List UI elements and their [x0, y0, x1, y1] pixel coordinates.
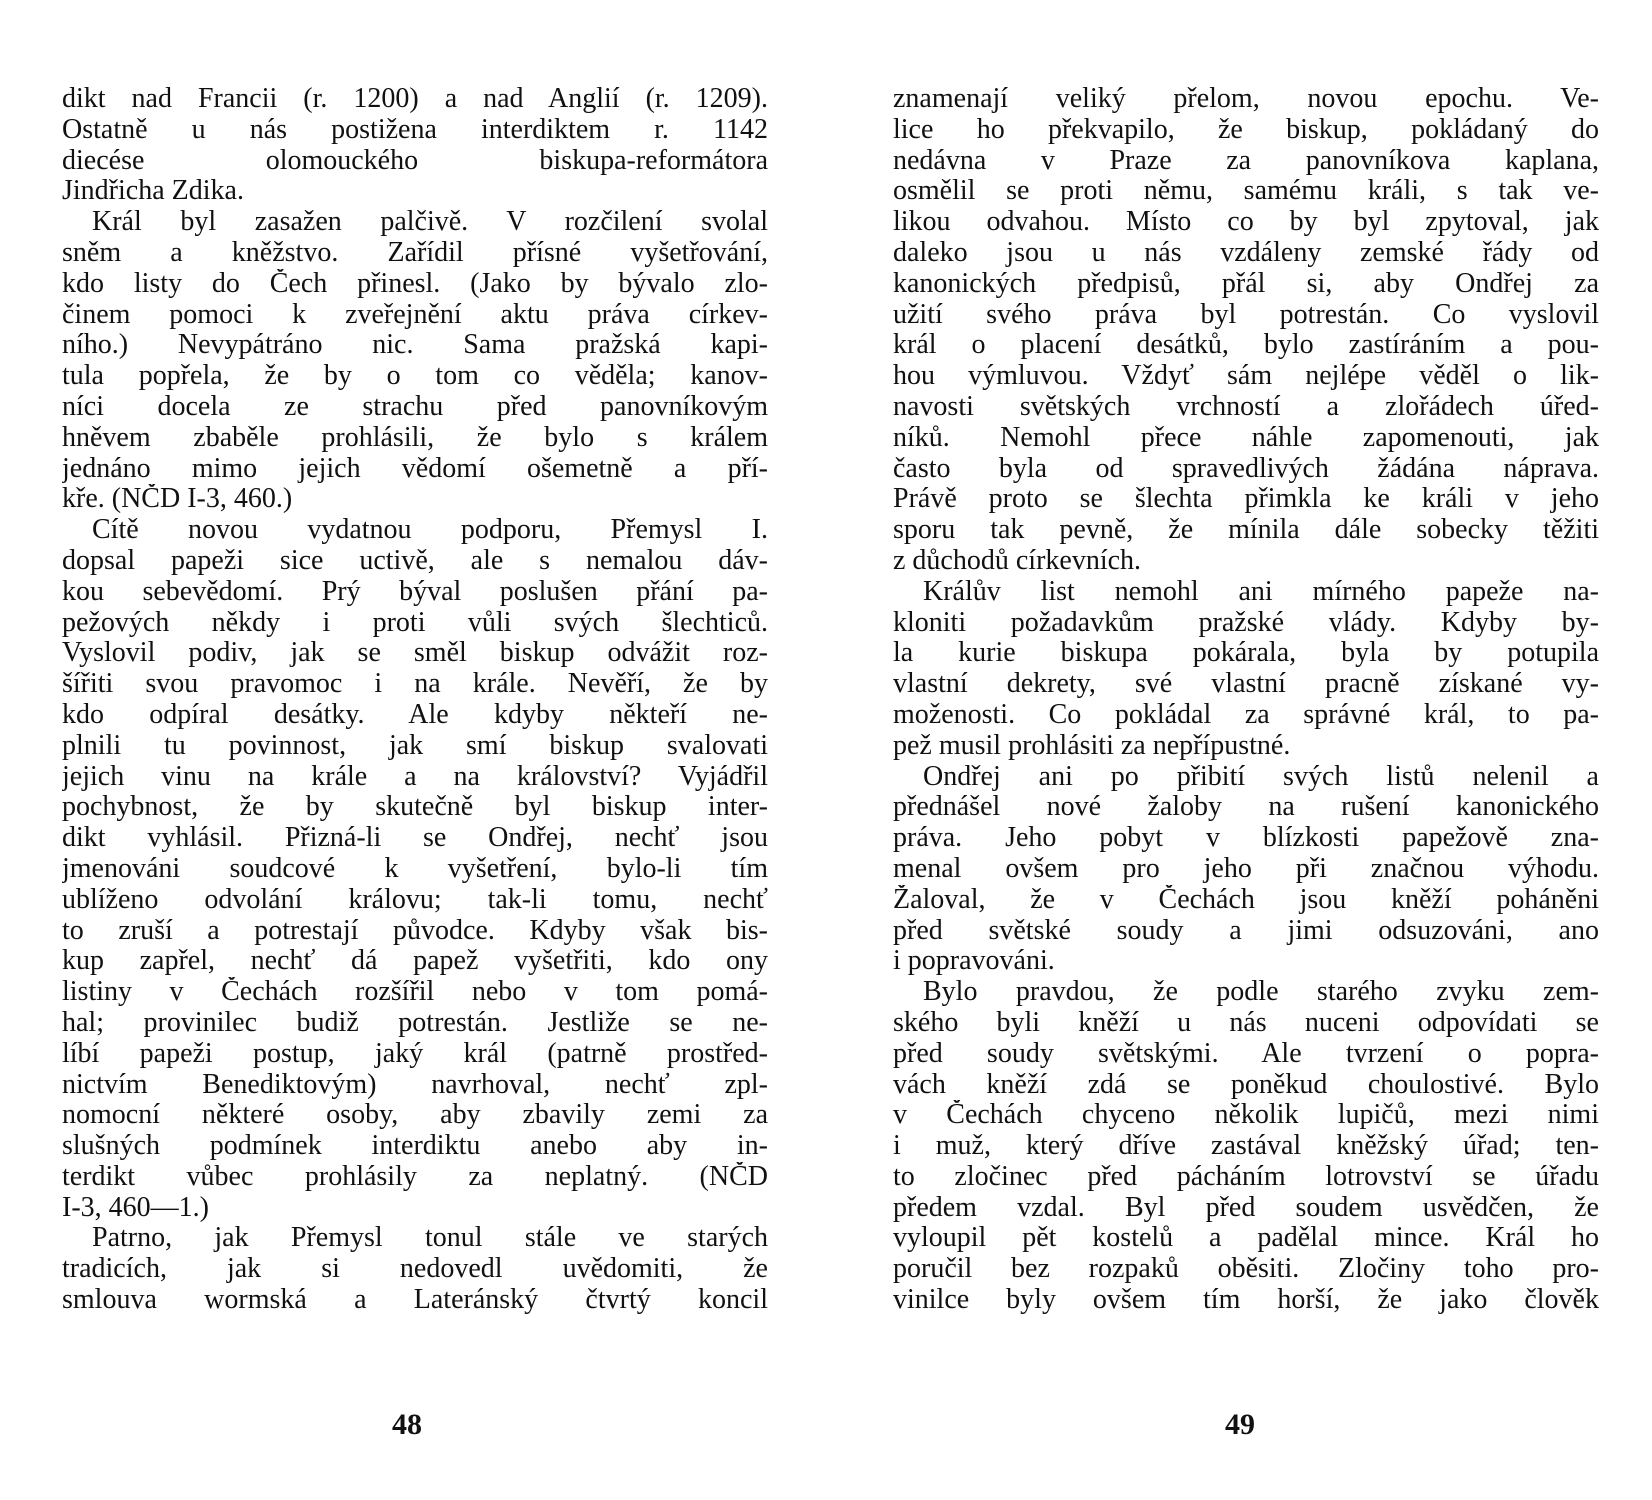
text-line: hal; provinilec budiž potrestán. Jestliže se ne- — [62, 1007, 768, 1038]
text-line: užití svého práva byl potrestán. Co vyslovil — [893, 299, 1599, 330]
text-line: pežových někdy i proti vůli svých šlechticů. — [62, 607, 768, 638]
text-line: Jindřicha Zdika. — [62, 176, 244, 207]
text-line: kdo odpíral desátky. Ale kdyby někteří ne- — [62, 699, 768, 730]
text-line: Král byl zasažen palčivě. V rozčilení svolal — [92, 207, 768, 238]
text-line: nomocní některé osoby, aby zbavily zemi za — [62, 1100, 768, 1131]
text-line: vlastní dekrety, své vlastní pracně získané vy- — [893, 669, 1599, 700]
text-line: jednáno mimo jejich vědomí ošemetně a pří- — [62, 453, 768, 484]
text-line: Žaloval, že v Čechách jsou kněží poháněni — [893, 884, 1599, 915]
text-line: Právě proto se šlechta přimkla ke králi v jeho — [893, 484, 1599, 515]
text-line: Cítě novou vydatnou podporu, Přemysl I. — [92, 515, 768, 546]
text-line: tula popřela, že by o tom co věděla; kanov- — [62, 361, 768, 392]
right-page-text — [893, 84, 1599, 1316]
text-line: likou odvahou. Místo co by byl zpytoval, jak — [893, 207, 1599, 238]
text-line: kup zapřel, nechť dá papež vyšetřiti, kdo ony — [62, 946, 768, 977]
text-line: i popravováni. — [893, 946, 1055, 977]
text-line: dikt nad Francii (r. 1200) a nad Anglií (r. 1209). — [62, 84, 768, 114]
text-line: to zločinec před pácháním lotrovství se úřadu — [893, 1161, 1599, 1192]
text-line: ského byli kněží u nás nuceni odpovídati se — [893, 1007, 1599, 1038]
text-line: často byla od spravedlivých žádána náprava. — [893, 453, 1599, 484]
text-line: hou výmluvou. Vždyť sám nejlépe věděl o lik- — [893, 361, 1599, 392]
text-line: přednášel nové žaloby na rušení kanonického — [893, 792, 1599, 823]
text-line: moženosti. Co pokládal za správné král, to pa- — [893, 699, 1599, 730]
text-line: pochybnost, že by skutečně byl biskup inter- — [62, 792, 768, 823]
text-line: vyloupil pět kostelů a padělal mince. Král ho — [893, 1223, 1599, 1254]
text-line: ublíženo odvolání královu; tak-li tomu, nechť — [62, 884, 768, 915]
text-line: tradicích, jak si nedovedl uvědomiti, že — [62, 1254, 768, 1285]
text-line: diecése olomouckého biskupa-reformátora — [62, 145, 768, 176]
text-line: Ostatně u nás postižena interdiktem r. 1142 — [62, 114, 768, 145]
text-line: vách kněží zdá se poněkud choulostivé. Bylo — [893, 1069, 1599, 1100]
text-line: kře. (NČD I-3, 460.) — [62, 484, 293, 515]
page-number-left: 48 — [392, 1408, 422, 1441]
text-line: la kurie biskupa pokárala, byla by potupila — [893, 638, 1599, 669]
text-line: práva. Jeho pobyt v blízkosti papežově zna- — [893, 823, 1599, 854]
text-line: jejich vinu na krále a na království? Vyjádřil — [62, 761, 768, 792]
text-line: činem pomoci k zveřejnění aktu práva církev- — [62, 299, 768, 330]
text-line: osmělil se proti němu, samému králi, s tak ve- — [893, 176, 1599, 207]
text-line: před soudy světskými. Ale tvrzení o popra- — [893, 1038, 1599, 1069]
text-line: líbí papeži postup, jaký král (patrně prostřed- — [62, 1038, 768, 1069]
text-line: znamenají veliký přelom, novou epochu. Ve- — [893, 84, 1599, 114]
text-line: nictvím Benediktovým) navrhoval, nechť zpl- — [62, 1069, 768, 1100]
text-line: sněm a kněžstvo. Zařídil přísné vyšetřování, — [62, 237, 768, 268]
text-line: Bylo pravdou, že podle starého zvyku zem- — [923, 977, 1599, 1008]
text-line: kou sebevědomí. Prý býval poslušen přání pa- — [62, 576, 768, 607]
text-line: dopsal papeži sice uctivě, ale s nemalou dáv- — [62, 545, 768, 576]
text-line: král o placení desátků, bylo zastíráním a pou- — [893, 330, 1599, 361]
text-line: v Čechách chyceno několik lupičů, mezi nimi — [893, 1100, 1599, 1131]
text-line: z důchodů církevních. — [893, 545, 1142, 576]
text-line: před světské soudy a jimi odsuzováni, ano — [893, 915, 1599, 946]
text-line: kloniti požadavkům pražské vlády. Kdyby by- — [893, 607, 1599, 638]
text-line: šířiti svou pravomoc i na krále. Nevěří, že by — [62, 669, 768, 700]
text-line: plnili tu povinnost, jak smí biskup svalovati — [62, 730, 768, 761]
text-line: pež musil prohlásiti za nepřípustné. — [893, 730, 1291, 761]
text-line: daleko jsou u nás vzdáleny zemské řády od — [893, 237, 1599, 268]
text-line: hněvem zbaběle prohlásili, že bylo s králem — [62, 422, 768, 453]
left-page-text — [62, 84, 768, 1316]
page-number-right: 49 — [1225, 1408, 1255, 1441]
text-line: níci docela ze strachu před panovníkovým — [62, 391, 768, 422]
text-line: Patrno, jak Přemysl tonul stále ve starých — [92, 1223, 768, 1254]
text-line: předem vzdal. Byl před soudem usvědčen, že — [893, 1192, 1599, 1223]
text-line: sporu tak pevně, že mínila dále sobecky těžiti — [893, 515, 1599, 546]
text-line: poručil bez rozpaků oběsiti. Zločiny toho pro- — [893, 1254, 1599, 1285]
text-line: lice ho překvapilo, že biskup, pokládaný do — [893, 114, 1599, 145]
text-line: slušných podmínek interdiktu anebo aby in- — [62, 1131, 768, 1162]
text-line: kanonických předpisů, přál si, aby Ondřej za — [893, 268, 1599, 299]
text-line: níků. Nemohl přece náhle zapomenouti, jak — [893, 422, 1599, 453]
text-line: I-3, 460—1.) — [62, 1192, 209, 1223]
text-line: ního.) Nevypátráno nic. Sama pražská kapi- — [62, 330, 768, 361]
text-line: smlouva wormská a Lateránský čtvrtý koncil — [62, 1285, 768, 1316]
text-line: dikt vyhlásil. Přizná-li se Ondřej, nechť jsou — [62, 823, 768, 854]
text-line: nedávna v Praze za panovníkova kaplana, — [893, 145, 1599, 176]
text-line: vinilce byly ovšem tím horší, že jako člověk — [893, 1285, 1599, 1316]
text-line: navosti světských vrchností a zlořádech úřed- — [893, 391, 1599, 422]
text-line: kdo listy do Čech přinesl. (Jako by bývalo zlo- — [62, 268, 768, 299]
text-line: terdikt vůbec prohlásily za neplatný. (NČD — [62, 1161, 768, 1192]
text-line: jmenováni soudcové k vyšetření, bylo-li tím — [62, 853, 768, 884]
text-line: menal ovšem pro jeho při značnou výhodu. — [893, 853, 1599, 884]
text-line: Ondřej ani po přibití svých listů nelenil a — [923, 761, 1599, 792]
text-line: listiny v Čechách rozšířil nebo v tom pomá- — [62, 977, 768, 1008]
text-line: Králův list nemohl ani mírného papeže na- — [923, 576, 1599, 607]
text-line: i muž, který dříve zastával kněžský úřad; ten- — [893, 1131, 1599, 1162]
text-line: to zruší a potrestají původce. Kdyby však bis- — [62, 915, 768, 946]
text-line: Vyslovil podiv, jak se směl biskup odvážit roz- — [62, 638, 768, 669]
